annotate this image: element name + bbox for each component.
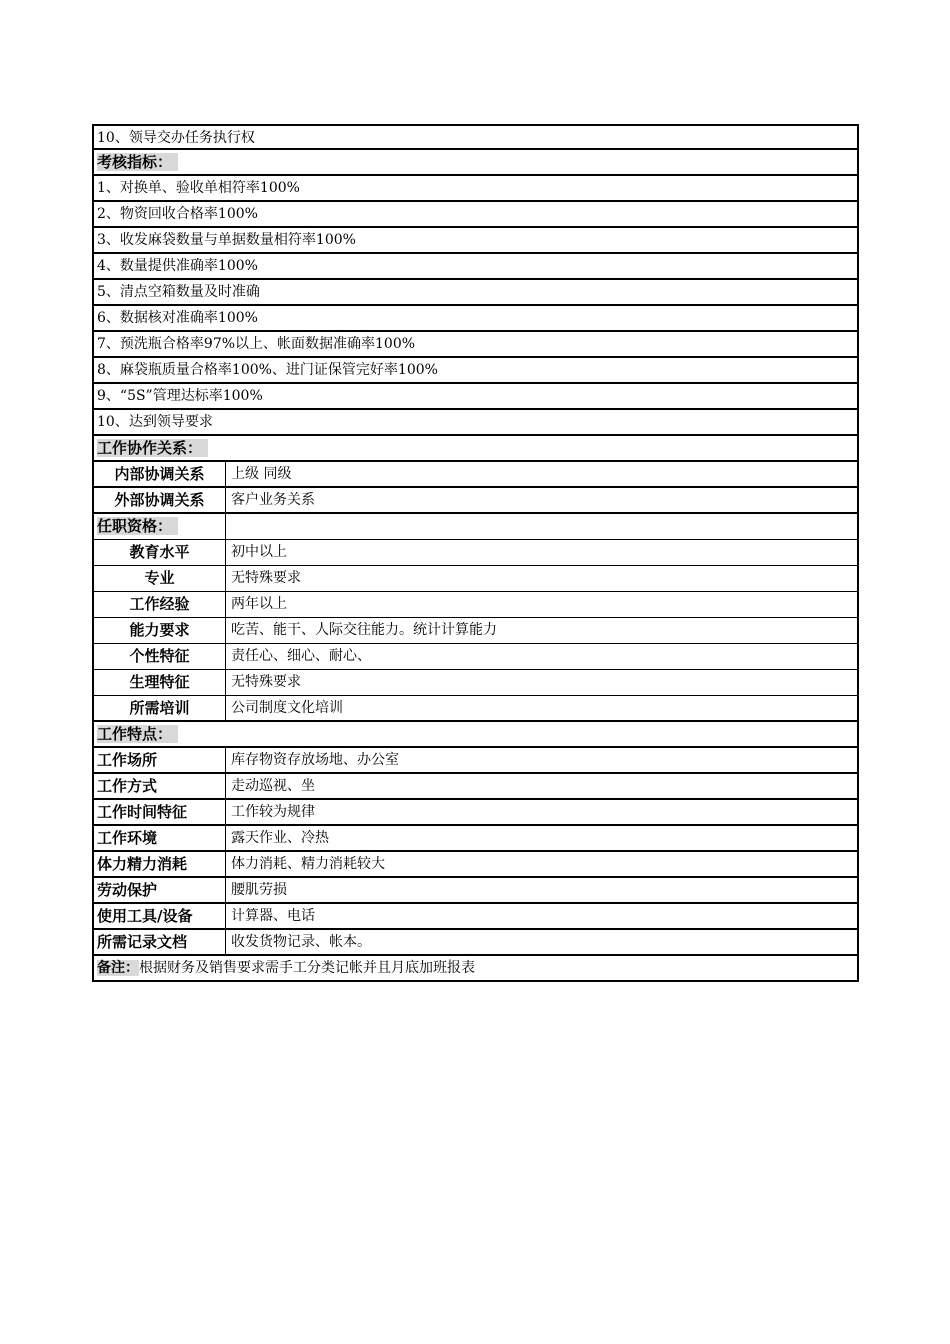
- table-row: [92, 748, 859, 774]
- table-row: [92, 878, 859, 904]
- table-row: [92, 852, 859, 878]
- feature-value: 库存物资存放场地、办公室: [231, 752, 399, 768]
- kpi-item: 4、数量提供准确率100%: [97, 258, 258, 274]
- feature-value: 工作较为规律: [231, 804, 315, 820]
- table-row: [92, 774, 859, 800]
- qualification-value: 公司制度文化培训: [231, 700, 343, 716]
- authority-item: 10、领导交办任务执行权: [97, 130, 255, 146]
- table-row: [92, 202, 859, 228]
- table-row: [92, 410, 859, 436]
- qualification-label: 教育水平: [94, 540, 226, 565]
- qualification-value: 两年以上: [231, 596, 287, 612]
- table-row: [92, 332, 859, 358]
- kpi-item: 7、预洗瓶合格率97%以上、帐面数据准确率100%: [97, 336, 416, 352]
- table-row: [92, 488, 859, 514]
- qualification-value: 无特殊要求: [231, 674, 301, 690]
- relation-label: 内部协调关系: [94, 462, 226, 486]
- feature-label: 劳动保护: [94, 878, 226, 902]
- kpi-heading: 考核指标：: [97, 153, 178, 171]
- table-row: [92, 306, 859, 332]
- job-description-table: [92, 124, 859, 982]
- kpi-item: 8、麻袋瓶质量合格率100%、进门证保管完好率100%: [97, 362, 438, 378]
- table-row: [92, 566, 859, 592]
- feature-label: 体力精力消耗: [94, 852, 226, 876]
- qualifications-heading: 任职资格：: [97, 517, 178, 535]
- note-label: 备注：: [97, 960, 139, 976]
- table-row: [92, 358, 859, 384]
- feature-label: 工作环境: [94, 826, 226, 850]
- table-row: [92, 696, 859, 722]
- qualification-label: 个性特征: [94, 644, 226, 669]
- table-row: [92, 800, 859, 826]
- table-row: [92, 540, 859, 566]
- kpi-item: 5、清点空箱数量及时准确: [97, 284, 260, 300]
- note-text: 根据财务及销售要求需手工分类记帐并且月底加班报表: [139, 960, 475, 976]
- note-row: [92, 956, 859, 982]
- feature-label: 使用工具/设备: [94, 904, 226, 928]
- table-row: [92, 280, 859, 306]
- table-row: [92, 124, 859, 150]
- table-row: [92, 228, 859, 254]
- feature-label: 工作方式: [94, 774, 226, 798]
- qualification-value: 无特殊要求: [231, 570, 301, 586]
- relation-value: 客户业务关系: [231, 492, 315, 508]
- table-row: [92, 670, 859, 696]
- kpi-item: 9、“5S”管理达标率100%: [97, 388, 263, 404]
- table-row: [92, 644, 859, 670]
- kpi-item: 10、达到领导要求: [97, 414, 213, 430]
- feature-label: 工作场所: [94, 748, 226, 772]
- qualification-value: 初中以上: [231, 544, 287, 560]
- table-row: [92, 618, 859, 644]
- qualification-value: 责任心、细心、耐心、: [231, 648, 371, 664]
- table-row: [92, 592, 859, 618]
- table-row: [92, 254, 859, 280]
- feature-value: 计算器、电话: [231, 908, 315, 924]
- feature-value: 体力消耗、精力消耗较大: [231, 856, 385, 872]
- feature-value: 走动巡视、坐: [231, 778, 315, 794]
- table-row: [92, 384, 859, 410]
- qualifications-header-row: [92, 514, 859, 540]
- qualification-label: 生理特征: [94, 670, 226, 695]
- kpi-header-row: [92, 150, 859, 176]
- table-row: [92, 462, 859, 488]
- feature-value: 收发货物记录、帐本。: [231, 934, 371, 950]
- table-row: [92, 826, 859, 852]
- features-heading: 工作特点：: [97, 725, 178, 743]
- qualification-label: 能力要求: [94, 618, 226, 643]
- feature-label: 工作时间特征: [94, 800, 226, 824]
- feature-value: 露天作业、冷热: [231, 830, 329, 846]
- kpi-item: 6、数据核对准确率100%: [97, 310, 258, 326]
- relation-label: 外部协调关系: [94, 488, 226, 512]
- kpi-item: 2、物资回收合格率100%: [97, 206, 258, 222]
- relations-header-row: [92, 436, 859, 462]
- relations-heading: 工作协作关系：: [97, 439, 208, 457]
- qualification-label: 所需培训: [94, 696, 226, 720]
- qualification-label: 工作经验: [94, 592, 226, 617]
- kpi-item: 1、对换单、验收单相符率100%: [97, 180, 300, 196]
- feature-value: 腰肌劳损: [231, 882, 287, 898]
- kpi-item: 3、收发麻袋数量与单据数量相符率100%: [97, 232, 356, 248]
- features-header-row: [92, 722, 859, 748]
- table-row: [92, 176, 859, 202]
- table-row: [92, 930, 859, 956]
- relation-value: 上级 同级: [231, 466, 292, 482]
- qualification-value: 吃苦、能干、人际交往能力。统计计算能力: [231, 622, 497, 638]
- qualification-label: 专业: [94, 566, 226, 591]
- table-row: [92, 904, 859, 930]
- feature-label: 所需记录文档: [94, 930, 226, 954]
